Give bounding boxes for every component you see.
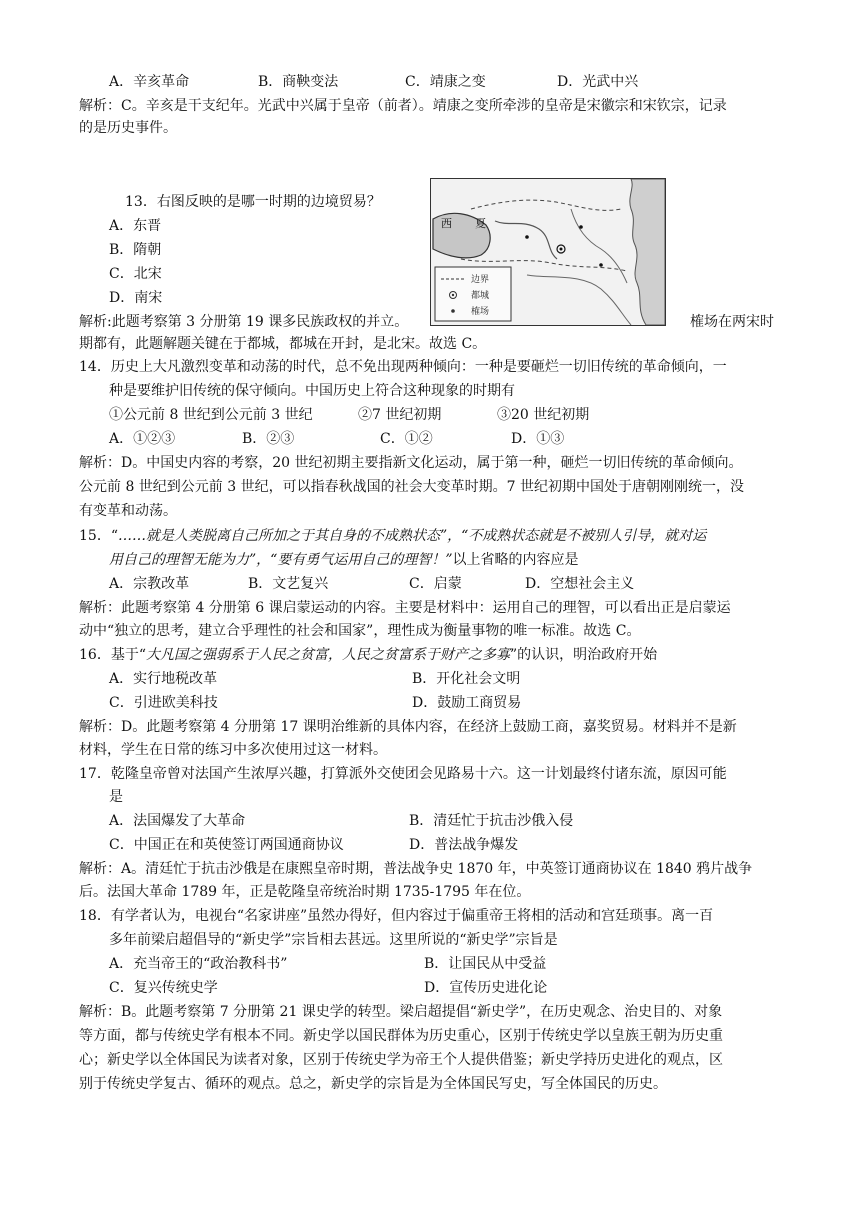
q14-item-2: ②7 世纪初期 xyxy=(358,407,442,423)
q15-option-c: C．启蒙 xyxy=(409,576,462,592)
q15-stem-line-2 xyxy=(109,549,578,571)
map-region-label-1: 西 xyxy=(441,217,452,230)
q18-analysis-line-2: 等方面，都与传统史学有根本不同。新史学以国民群体为历史重心，区别于传统史学以皇族王朝为历史重 xyxy=(79,1028,723,1044)
q14-analysis-line-1: 解析：D。中国史内容的考察，20 世纪初期主要指新文化运动，属于第一种，砸烂一切旧传统的革命倾向。 xyxy=(79,455,743,471)
q15-analysis-line-1: 解析：此题考察第 4 分册第 6 课启蒙运动的内容。主要是材料中：运用自己的理智，可以看出正是启蒙运 xyxy=(79,600,731,616)
q13-option-a: A．东晋 xyxy=(109,218,162,234)
q15-option-b: B．文艺复兴 xyxy=(248,576,329,592)
q18-stem-line-1: 18．有学者认为，电视台“名家讲座”虽然办得好，但内容过于偏重帝王将相的活动和宫廷琐事。离一百 xyxy=(79,908,714,924)
q13-option-b: B．隋朝 xyxy=(109,242,162,258)
q12-analysis-line-2: 的是历史事件。 xyxy=(79,120,177,136)
q14-item-3: ③20 世纪初期 xyxy=(497,407,590,423)
q16-stem-prefix: 16．基于“ xyxy=(79,647,146,663)
legend-trade-post: 榷场 xyxy=(471,307,490,317)
trade-post-marker xyxy=(579,225,583,229)
q18-option-a: A．充当帝王的“政治教科书” xyxy=(109,956,288,972)
q16-option-b: B．开化社会文明 xyxy=(412,671,521,687)
q12-option-c: C．靖康之变 xyxy=(405,74,486,90)
q13-analysis-line-2: 期都有，此题解题关键在于都城，都城在开封，是北宋。故选 C。 xyxy=(79,336,487,352)
q16-option-c: C．引进欧美科技 xyxy=(109,695,218,711)
q12-analysis-line-1: 解析：C。辛亥是干支纪年。光武中兴属于皇帝（前者）。靖康之变所牵涉的皇帝是宋徽宗和宋钦宗，记录 xyxy=(79,98,727,114)
q18-option-b: B．让国民从中受益 xyxy=(424,956,547,972)
q16-analysis-line-2: 材料，学生在日常的练习中多次使用过这一材料。 xyxy=(79,742,387,758)
border-trade-map xyxy=(430,178,666,326)
q15-analysis-line-2: 动中“独立的思考，建立合乎理性的社会和国家”，理性成为衡量事物的唯一标准。故选 C。 xyxy=(79,623,641,639)
q15-stem-line-1 xyxy=(79,525,706,547)
q18-analysis-line-1: 解析：B。此题考察第 7 分册第 21 课史学的转型。梁启超提倡“新史学”，在历史观念、治史目的、对象 xyxy=(79,1004,723,1020)
q15-quote-1: ……就是人类脱离自己所加之于其自身的不成熟状态”，“不成熟状态就是不被别人引导，就对运 xyxy=(117,528,707,544)
q12-option-d: D．光武中兴 xyxy=(557,74,639,90)
q14-analysis-line-2: 公元前 8 世纪到公元前 3 世纪，可以指春秋战国的社会大变革时期。7 世纪初期中国处于唐朝刚刚统一，没 xyxy=(79,479,744,495)
q18-option-c: C．复兴传统史学 xyxy=(109,980,218,996)
q16-quote: 大凡国之强弱系于人民之贫富，人民之贫富系于财产之多寡 xyxy=(145,647,510,663)
map-region-label-2: 夏 xyxy=(475,217,486,230)
q15-quote-2: 用自己的理智无能为力”，“要有勇气运用自己的理智！” xyxy=(109,552,453,568)
q16-option-a: A．实行地税改革 xyxy=(109,671,218,687)
q14-stem-line-2: 种是要维护旧传统的保守倾向。中国历史上符合这种现象的时期有 xyxy=(109,383,515,399)
q16-stem-suffix: ”的认识，明治政府开始 xyxy=(509,647,658,663)
q15-question: 以上省略的内容应是 xyxy=(452,552,579,568)
q17-stem-line-2: 是 xyxy=(109,789,123,805)
q17-option-b: B．清廷忙于抗击沙俄入侵 xyxy=(409,813,574,829)
q17-option-c: C．中国正在和英使签订两国通商协议 xyxy=(109,837,344,853)
q13-analysis-line-1: 解析:此题考察第 3 分册第 19 课多民族政权的并立。 xyxy=(79,314,409,330)
q14-option-a: A．①②③ xyxy=(109,431,176,447)
map-image xyxy=(431,179,665,325)
q18-analysis-line-4: 别于传统史学复古、循环的观点。总之，新史学的宗旨是为全体国民写史，写全体国民的历史。 xyxy=(79,1076,667,1092)
q14-option-c: C．①② xyxy=(380,431,433,447)
q12-option-b: B．商鞅变法 xyxy=(258,74,339,90)
q13-option-d: D．南宋 xyxy=(109,290,163,306)
q12-option-a: A．辛亥革命 xyxy=(109,74,190,90)
q16-analysis-line-1: 解析：D。此题考察第 4 分册第 17 课明治维新的具体内容，在经济上鼓励工商，嘉奖贸易。材料并不是新 xyxy=(79,719,737,735)
q14-option-d: D．①③ xyxy=(511,431,565,447)
trade-post-marker xyxy=(525,235,529,239)
legend-border: 边界 xyxy=(471,275,490,285)
q16-option-d: D．鼓励工商贸易 xyxy=(412,695,522,711)
q17-stem-line-1: 17．乾隆皇帝曾对法国产生浓厚兴趣，打算派外交使团会见路易十六。这一计划最终付诸东流，原因可能 xyxy=(79,766,727,782)
q13-option-c: C．北宋 xyxy=(109,266,162,282)
q14-analysis-line-3: 有变革和动荡。 xyxy=(79,503,177,519)
q14-item-1: ①公元前 8 世纪到公元前 3 世纪 xyxy=(109,407,313,423)
q17-option-d: D．普法战争爆发 xyxy=(409,837,519,853)
q17-analysis-line-1: 解析：A。清廷忙于抗击沙俄是在康熙皇帝时期，普法战争史 1870 年，中英签订通商协议在 1840 鸦片战争 xyxy=(79,861,753,877)
q14-stem-line-1: 14．历史上大凡激烈变革和动荡的时代，总不免出现两种倾向：一种是要砸烂一切旧传统的革命倾向，一 xyxy=(79,359,727,375)
q13-analysis-line-1-right: 榷场在两宋时 xyxy=(690,314,774,330)
q15-option-a: A．宗教改革 xyxy=(109,576,190,592)
q18-option-d: D．宣传历史进化论 xyxy=(424,980,548,996)
legend-capital: 都城 xyxy=(471,291,490,301)
q13-stem: 13．右图反映的是哪一时期的边境贸易？ xyxy=(125,194,381,210)
q18-analysis-line-3: 心；新史学以全体国民为读者对象，区别于传统史学为帝王个人提供借鉴；新史学持历史进化的观点，区 xyxy=(79,1052,723,1068)
q14-option-b: B．②③ xyxy=(242,431,295,447)
q17-option-a: A．法国爆发了大革命 xyxy=(109,813,246,829)
q15-option-d: D．空想社会主义 xyxy=(525,576,635,592)
trade-post-marker xyxy=(599,263,603,267)
q18-stem-line-2: 多年前梁启超倡导的“新史学”宗旨相去甚远。这里所说的“新史学”宗旨是 xyxy=(109,932,558,948)
q15-stem-prefix: 15．“ xyxy=(79,528,118,544)
q16-stem xyxy=(79,644,657,666)
q17-analysis-line-2: 后。法国大革命 1789 年，正是乾隆皇帝统治时期 1735-1795 年在位。 xyxy=(79,884,531,900)
